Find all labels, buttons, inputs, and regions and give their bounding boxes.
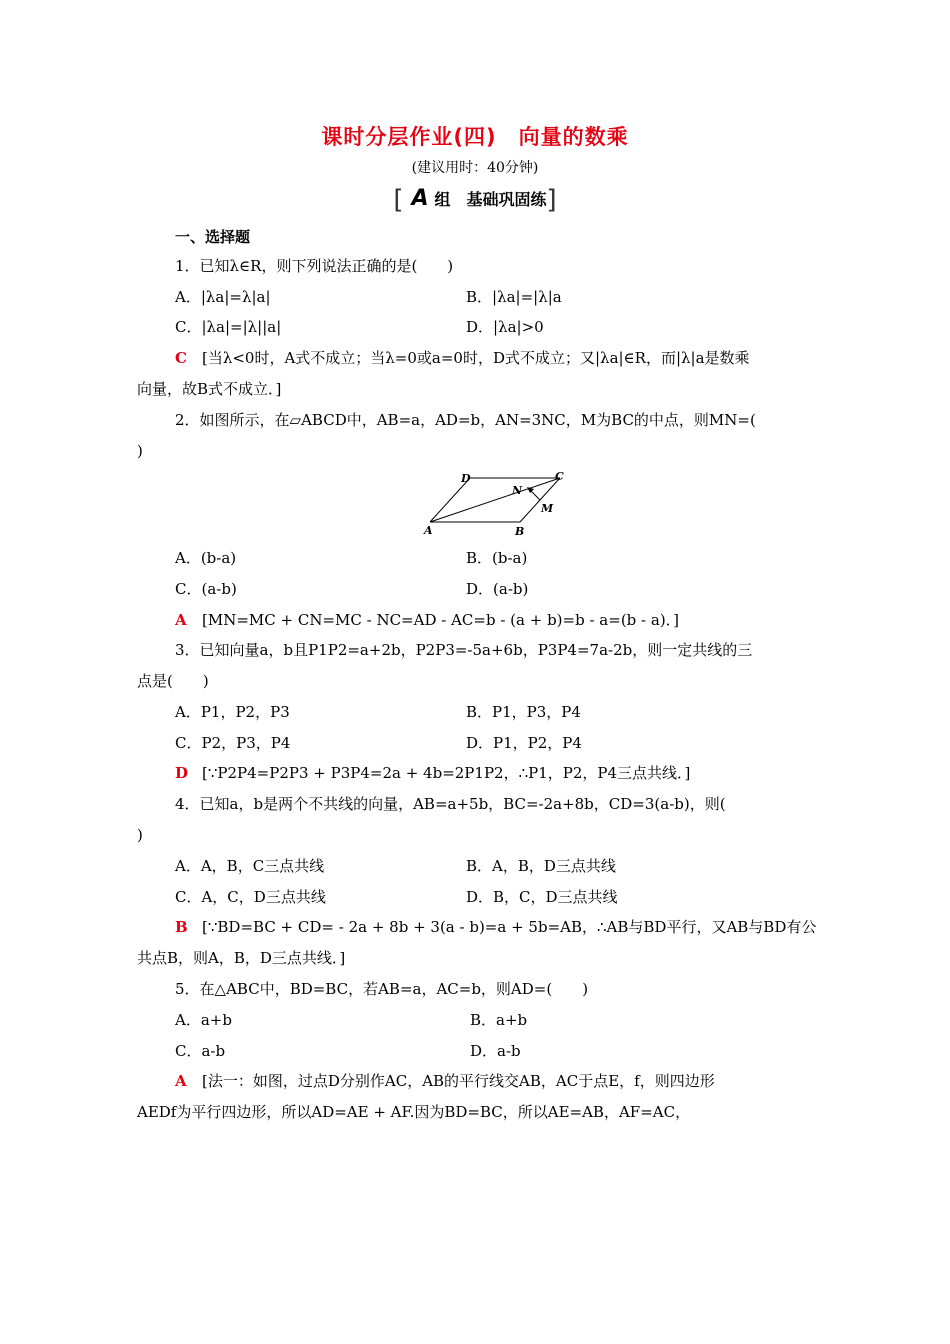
group-label: 组 基础巩固练	[434, 190, 547, 209]
q3-option-d: D．P1，P2，P4	[466, 734, 582, 752]
question-2: 2．如图所示，在▱ABCD中，AB=a，AD=b，AN=3NC，M为BC的中点，则MN=(	[175, 411, 756, 429]
q4-option-c: C．A，C，D三点共线	[175, 888, 326, 906]
q1-explanation-1: [当λ<0时，A式不成立；当λ=0或a=0时，D式不成立；又|λa|∈R，而|λ|a是数乘	[202, 349, 750, 367]
parallelogram-figure	[420, 468, 570, 540]
label-b: B	[515, 525, 525, 538]
q4-answer: B	[175, 918, 188, 936]
label-m: M	[541, 502, 554, 515]
question-5: 5．在△ABC中，BD=BC，若AB=a，AC=b，则AD=( )	[175, 980, 589, 998]
q4-option-b: B．A，B，D三点共线	[466, 857, 616, 875]
q4-explanation-1: [∵BD=BC + CD= - 2a + 8b + 3(a - b)=a + 5b=AB，∴AB与BD平行，又AB与BD有公	[202, 918, 817, 936]
q2-answer: A	[175, 611, 187, 629]
question-3-cont: 点是( )	[137, 672, 209, 690]
section-heading: 一、选择题	[175, 228, 251, 246]
label-a: A	[424, 524, 433, 537]
q3-explanation: [∵P2P4=P2P3 + P3P4=2a + 4b=2P1P2，∴P1，P2，P4三点共线．]	[202, 764, 691, 782]
q1-answer: C	[175, 349, 187, 367]
q3-answer: D	[175, 764, 189, 782]
q4-option-d: D．B，C，D三点共线	[466, 888, 618, 906]
q5-option-b: B．a+b	[470, 1011, 528, 1029]
q1-option-a: A．|λa|=λ|a|	[175, 288, 271, 306]
question-4-cont: )	[137, 826, 143, 844]
label-d: D	[461, 472, 471, 485]
q5-explanation-2: AEDf为平行四边形，所以AD=AE + AF.因为BD=BC，所以AE=AB，AF=AC，	[137, 1103, 691, 1121]
q4-option-a: A．A，B，C三点共线	[175, 857, 325, 875]
label-n: N	[512, 484, 523, 497]
q1-option-c: C．|λa|=|λ||a|	[175, 318, 282, 336]
group-bracket-right: ]	[546, 185, 557, 215]
q5-option-d: D．a-b	[470, 1042, 521, 1060]
q3-option-a: A．P1，P2，P3	[175, 703, 290, 721]
q2-option-a: A．(b-a)	[175, 549, 237, 567]
q2-option-c: C．(a-b)	[175, 580, 237, 598]
q5-answer: A	[175, 1072, 187, 1090]
q3-option-c: C．P2，P3，P4	[175, 734, 291, 752]
q5-explanation-1: [法一：如图，过点D分别作AC，AB的平行线交AB，AC于点E，f，则四边形	[202, 1072, 715, 1090]
q1-option-b: B．|λa|=|λ|a	[466, 288, 562, 306]
q3-option-b: B．P1，P3，P4	[466, 703, 581, 721]
suggested-time: (建议用时：40分钟)	[411, 160, 539, 176]
q2-option-b: B．(b-a)	[466, 549, 528, 567]
group-bracket-left: [	[393, 185, 404, 215]
question-4: 4．已知a，b是两个不共线的向量，AB=a+5b，BC=-2a+8b，CD=3(a-b)，则(	[175, 795, 726, 813]
page-title: 课时分层作业(四) 向量的数乘	[321, 125, 629, 149]
question-2-cont: )	[137, 442, 143, 460]
q5-option-c: C．a-b	[175, 1042, 226, 1060]
q2-explanation: [MN=MC + CN=MC - NC=AD - AC=b - (a + b)=b - a=(b - a)．]	[202, 611, 680, 629]
q1-option-d: D．|λa|>0	[466, 318, 544, 336]
question-1: 1．已知λ∈R，则下列说法正确的是( )	[175, 257, 454, 275]
group-heading	[0, 185, 950, 215]
question-3: 3．已知向量a，b且P1P2=a+2b，P2P3=-5a+6b，P3P4=7a-2b，则一定共线的三	[175, 641, 753, 659]
q5-option-a: A．a+b	[175, 1011, 232, 1029]
group-letter: A	[411, 186, 429, 211]
label-c: C	[555, 470, 564, 483]
q2-option-d: D．(a-b)	[466, 580, 529, 598]
q1-explanation-2: 向量，故B式不成立．]	[137, 380, 282, 398]
q4-explanation-2: 共点B，则A，B，D三点共线．]	[137, 949, 346, 967]
